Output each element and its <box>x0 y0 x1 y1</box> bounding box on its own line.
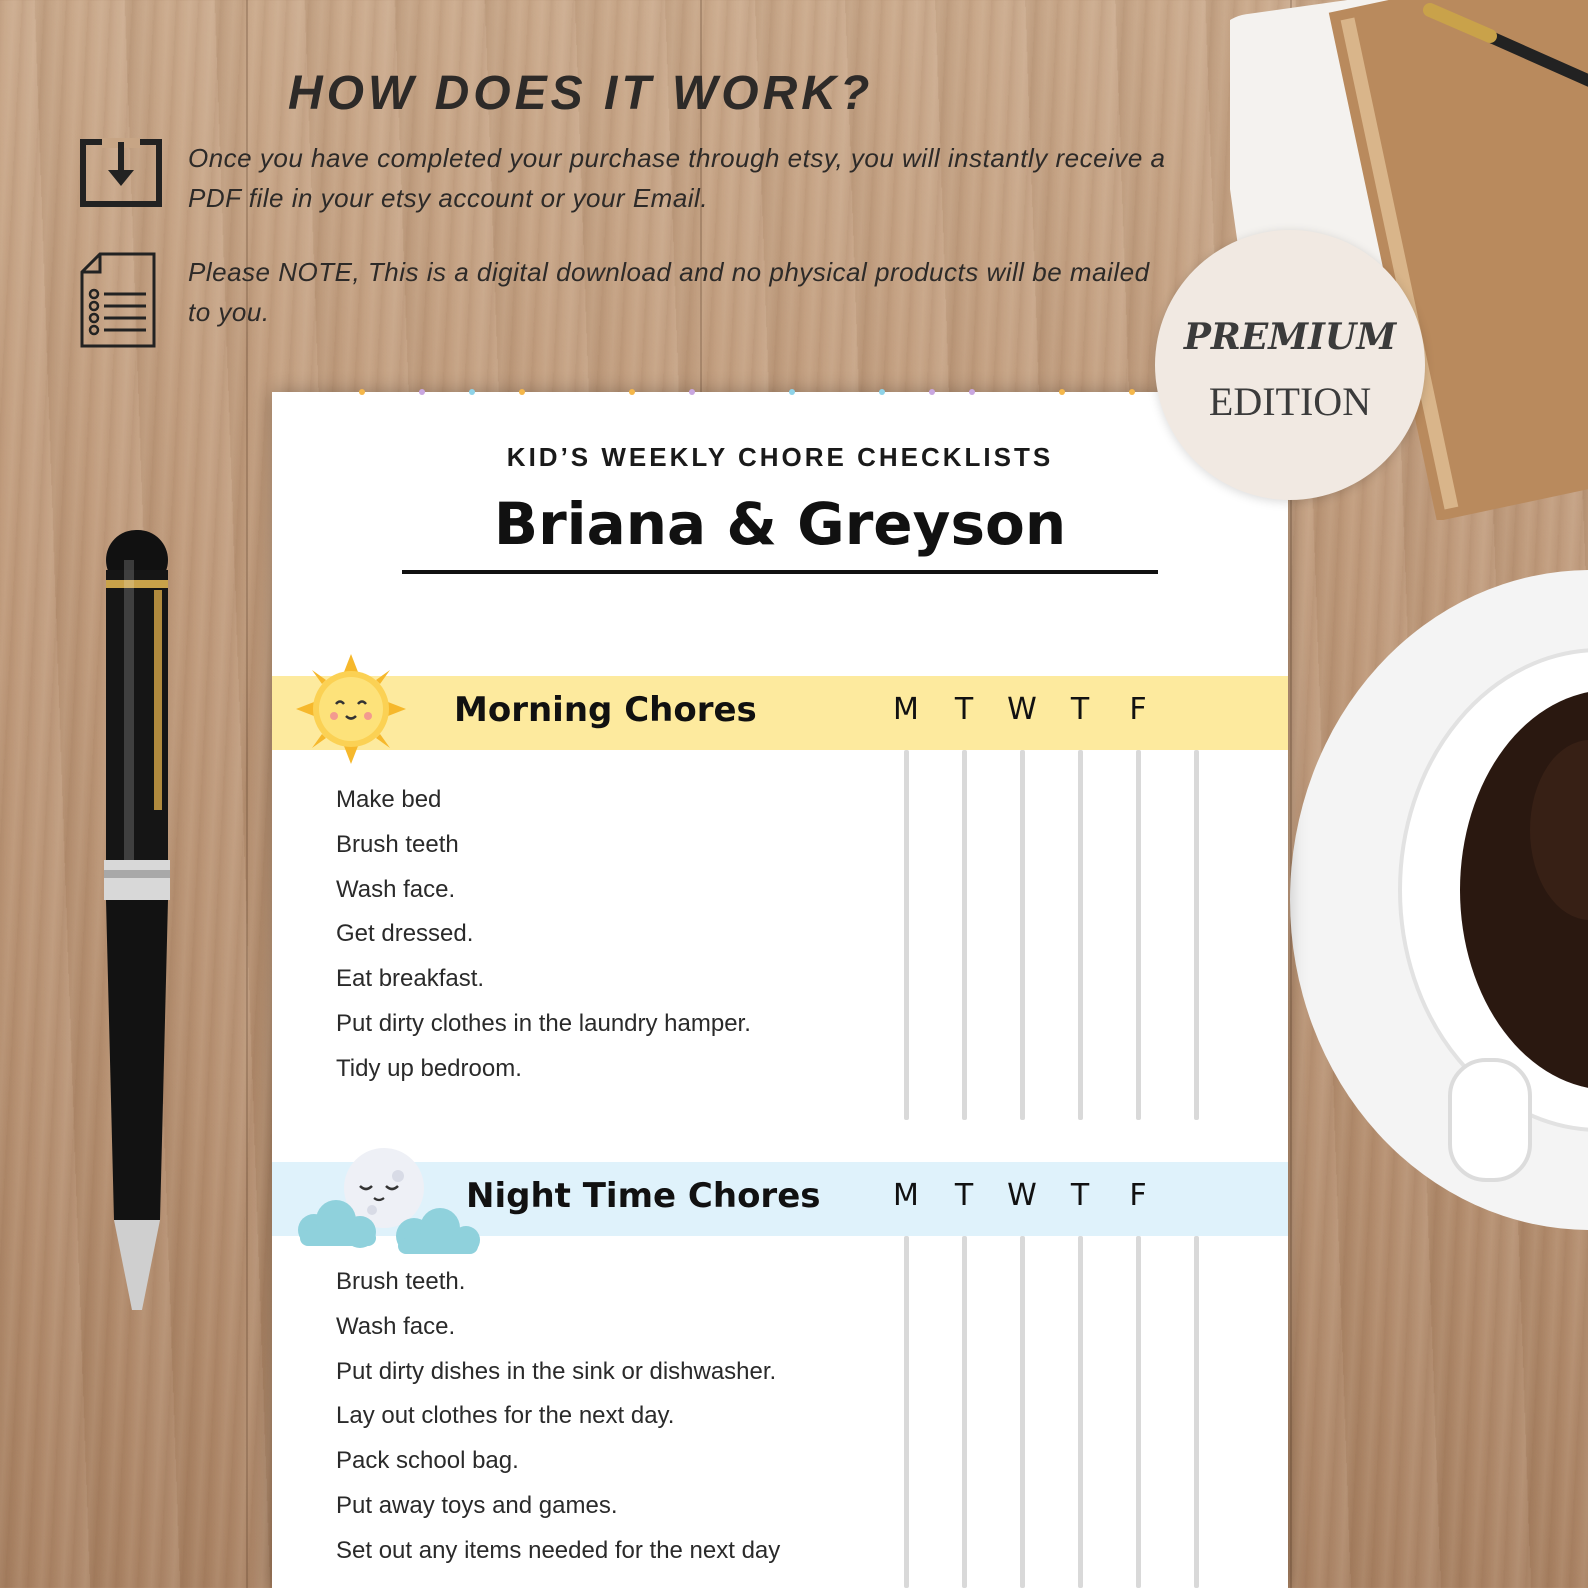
list-item: Put dirty dishes in the sink or dishwasher. <box>336 1357 777 1385</box>
morning-chores-header <box>272 676 1288 750</box>
morning-chore-list <box>336 778 751 1092</box>
check-column <box>904 1236 909 1588</box>
check-column <box>1020 1236 1025 1588</box>
day-label: F <box>1129 692 1147 727</box>
info-step-note <box>80 252 1160 352</box>
wood-seam <box>246 0 248 1588</box>
day-label: T <box>1070 692 1090 727</box>
chore-checklist-sheet <box>272 392 1288 1588</box>
check-column <box>1136 1236 1141 1588</box>
info-step-text: Once you have completed your purchase through etsy, you will instantly receive a PDF file in your etsy account or your Email. <box>188 143 1166 213</box>
pen-image <box>94 530 194 1330</box>
list-item: Tidy up bedroom. <box>336 1054 522 1082</box>
list-item: Eat breakfast. <box>336 965 485 993</box>
badge-line-premium: PREMIUM <box>1183 316 1397 358</box>
list-item: Put away toys and games. <box>336 1491 618 1519</box>
name-underline <box>402 570 1158 574</box>
list-item: Put dirty clothes in the laundry hamper. <box>336 1009 751 1037</box>
check-column <box>1136 750 1141 1120</box>
day-label: T <box>954 692 974 727</box>
coffee-cup-image <box>1290 560 1588 1240</box>
list-item: Brush teeth <box>336 830 459 858</box>
confetti-border <box>272 388 1288 398</box>
list-item: Lay out clothes for the next day. <box>336 1402 675 1430</box>
child-names: Briana & Greyson <box>493 490 1067 558</box>
list-item: Set out any items needed for the next day <box>336 1536 781 1564</box>
check-column <box>962 750 967 1120</box>
day-label: T <box>954 1178 974 1213</box>
moon-cloud-icon <box>294 1140 494 1260</box>
info-step-download <box>80 138 1166 228</box>
day-label: T <box>1070 1178 1090 1213</box>
list-item: Brush teeth. <box>336 1268 466 1295</box>
sun-icon <box>296 654 406 764</box>
check-column <box>1020 750 1025 1120</box>
list-item: Wash face. <box>336 1312 456 1340</box>
check-column <box>1078 750 1083 1120</box>
list-item: Wash face. <box>336 875 456 903</box>
list-item: Get dressed. <box>336 920 474 948</box>
document-list-icon <box>80 252 156 348</box>
badge-line-edition: EDITION <box>1208 379 1372 424</box>
check-column <box>1194 750 1199 1120</box>
check-column <box>904 750 909 1120</box>
check-column <box>1194 1236 1199 1588</box>
night-chores-title: Night Time Chores <box>466 1176 821 1216</box>
night-chore-list <box>336 1260 780 1574</box>
premium-edition-badge <box>1155 230 1425 500</box>
sheet-kicker: KID’S WEEKLY CHORE CHECKLISTS <box>506 442 1054 472</box>
check-column <box>1078 1236 1083 1588</box>
day-label: W <box>1007 692 1037 727</box>
day-label: M <box>893 1178 919 1213</box>
list-item: Make bed <box>336 786 442 813</box>
list-item: Pack school bag. <box>336 1447 519 1475</box>
download-icon <box>80 138 162 208</box>
day-label: W <box>1007 1178 1037 1213</box>
how-it-works-title: HOW DOES IT WORK? <box>288 67 874 120</box>
day-label: F <box>1129 1178 1147 1213</box>
info-step-text: Please NOTE, This is a digital download and no physical products will be mailed to you. <box>188 257 1150 327</box>
check-column <box>962 1236 967 1588</box>
morning-chores-title: Morning Chores <box>454 690 757 730</box>
day-label: M <box>893 692 919 727</box>
